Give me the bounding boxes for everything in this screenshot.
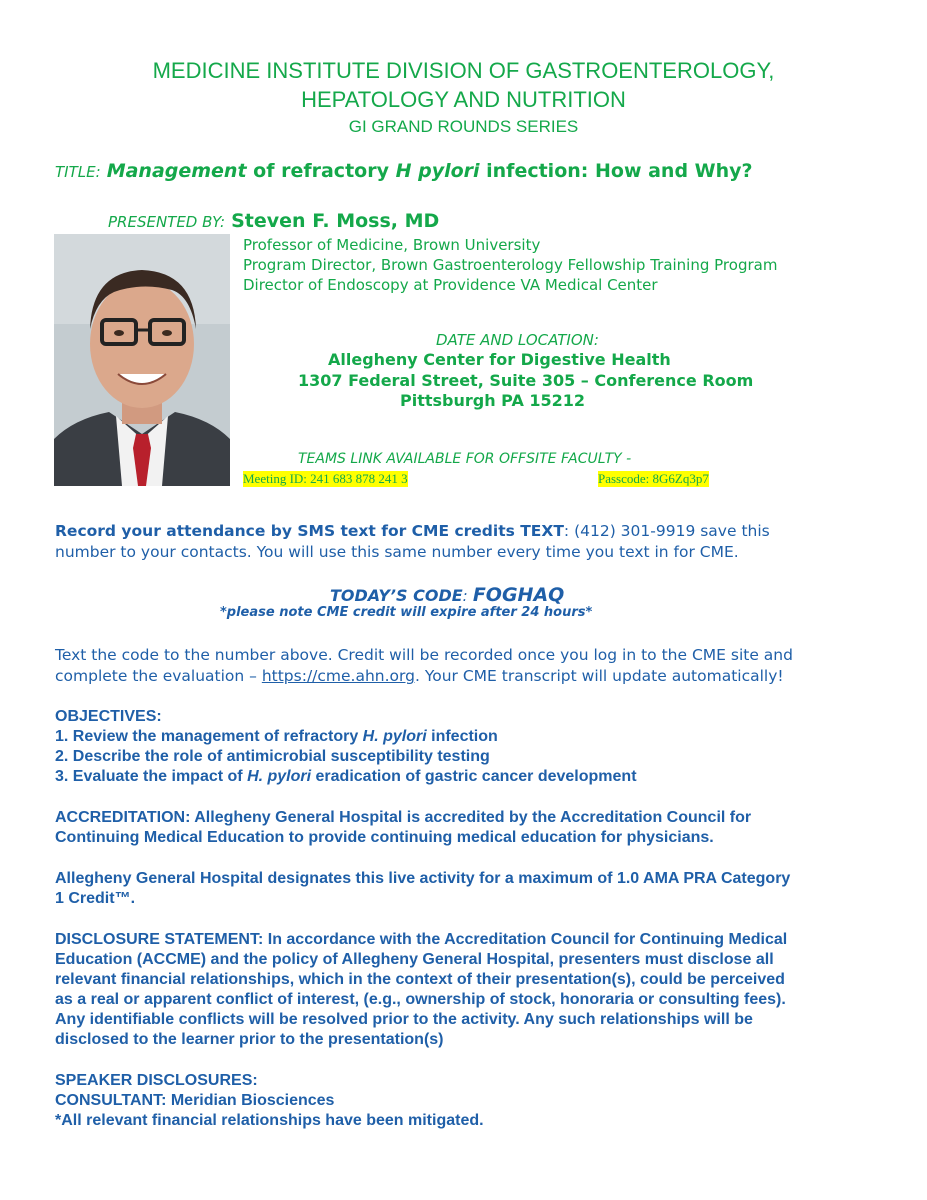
instructions-line-1: Text the code to the number above. Credit will be recorded once you log in to the CME site and <box>55 646 793 664</box>
designation-line-2: 1 Credit™. <box>55 890 136 907</box>
todays-code <box>330 584 564 606</box>
attendance-phone: : (412) 301-9919 save this <box>563 522 770 540</box>
objective-1-c: infection <box>426 728 498 745</box>
objective-2: 2. Describe the role of antimicrobial susceptibility testing <box>55 748 490 765</box>
instructions-text-b: . Your CME transcript will update automatically! <box>414 667 784 685</box>
objectives-heading: OBJECTIVES: <box>55 708 162 725</box>
speaker-mitigated-note: *All relevant financial relationships have been mitigated. <box>55 1112 484 1129</box>
code-value: FOGHAQ <box>472 584 565 606</box>
location-line-1: Allegheny Center for Digestive Health <box>328 350 671 369</box>
objective-1-b: H. pylori <box>362 728 427 745</box>
series-name: GI GRAND ROUNDS SERIES <box>348 117 579 136</box>
disclosure-line-1: DISCLOSURE STATEMENT: In accordance with the Accreditation Council for Continuing Medical <box>55 931 788 948</box>
title-part-1: Management <box>106 160 247 182</box>
objective-3-a: 3. Evaluate the impact of <box>55 768 248 785</box>
cme-link[interactable]: https://cme.ahn.org <box>261 667 415 685</box>
accreditation-line-2: Continuing Medical Education to provide continuing medical education for physicians. <box>55 829 714 846</box>
code-colon: : <box>462 587 468 605</box>
instructions-text-a: complete the evaluation – <box>55 667 262 685</box>
meeting-passcode: Passcode: 8G6Zq3p7 <box>598 471 709 486</box>
header-line-1: MEDICINE INSTITUTE DIVISION OF GASTROENTEROLOGY, <box>152 58 775 83</box>
speaker-consultant: CONSULTANT: Meridian Biosciences <box>55 1092 335 1109</box>
location-line-2: 1307 Federal Street, Suite 305 – Conference Room <box>298 371 754 390</box>
date-location-label: DATE AND LOCATION: <box>436 331 599 349</box>
objective-3-c: eradication of gastric cancer development <box>311 768 637 785</box>
attendance-line-1 <box>55 521 770 542</box>
instructions-line-2 <box>55 666 784 687</box>
meeting-id: Meeting ID: 241 683 878 241 3 <box>243 471 408 486</box>
title-part-3: H pylori <box>395 160 480 182</box>
objective-3 <box>55 767 637 787</box>
objective-1-a: 1. Review the management of refractory <box>55 728 363 745</box>
title-part-4: infection: How and Why? <box>479 160 753 182</box>
location-line-3: Pittsburgh PA 15212 <box>400 391 586 410</box>
attendance-line-2: number to your contacts. You will use this same number every time you text in for CME. <box>55 543 739 561</box>
disclosure-line-2: Education (ACCME) and the policy of Allegheny General Hospital, presenters must disclose all <box>55 951 774 968</box>
presenter-name: Steven F. Moss, MD <box>231 210 440 232</box>
disclosure-line-4: as a real or apparent conflict of interest, (e.g., ownership of stock, honoraria or consulting fees). <box>55 991 786 1008</box>
code-label: TODAY’S CODE <box>330 586 463 605</box>
header-line-2: HEPATOLOGY AND NUTRITION <box>301 87 626 112</box>
objective-3-b: H. pylori <box>247 768 312 785</box>
presenter-photo <box>54 234 230 486</box>
presenter-label: PRESENTED BY: <box>108 213 226 231</box>
presenter-line <box>108 210 439 232</box>
title-part-2: of refractory <box>246 160 396 182</box>
talk-title <box>55 160 753 182</box>
disclosure-line-6: disclosed to the learner prior to the presentation(s) <box>55 1031 444 1048</box>
speaker-disclosures-heading: SPEAKER DISCLOSURES: <box>55 1072 258 1089</box>
designation-line-1: Allegheny General Hospital designates this live activity for a maximum of 1.0 AMA PRA Category <box>55 870 791 887</box>
attendance-bold: Record your attendance by SMS text for CME credits TEXT <box>55 522 564 540</box>
teams-label: TEAMS LINK AVAILABLE FOR OFFSITE FACULTY - <box>298 451 632 467</box>
code-expiry-note: *please note CME credit will expire after 24 hours* <box>220 605 593 620</box>
affiliation-1: Professor of Medicine, Brown University <box>243 236 541 254</box>
accreditation-line-1: ACCREDITATION: Allegheny General Hospital is accredited by the Accreditation Council for <box>55 809 752 826</box>
affiliation-2: Program Director, Brown Gastroenterology Fellowship Training Program <box>243 256 778 274</box>
disclosure-line-5: Any identifiable conflicts will be resolved prior to the activity. Any such relationships will be <box>55 1011 753 1028</box>
disclosure-line-3: relevant financial relationships, which in the context of their presentation(s), could be perceived <box>55 971 785 988</box>
affiliation-3: Director of Endoscopy at Providence VA Medical Center <box>243 276 658 294</box>
objective-1 <box>55 727 498 747</box>
title-label: TITLE: <box>55 163 101 181</box>
